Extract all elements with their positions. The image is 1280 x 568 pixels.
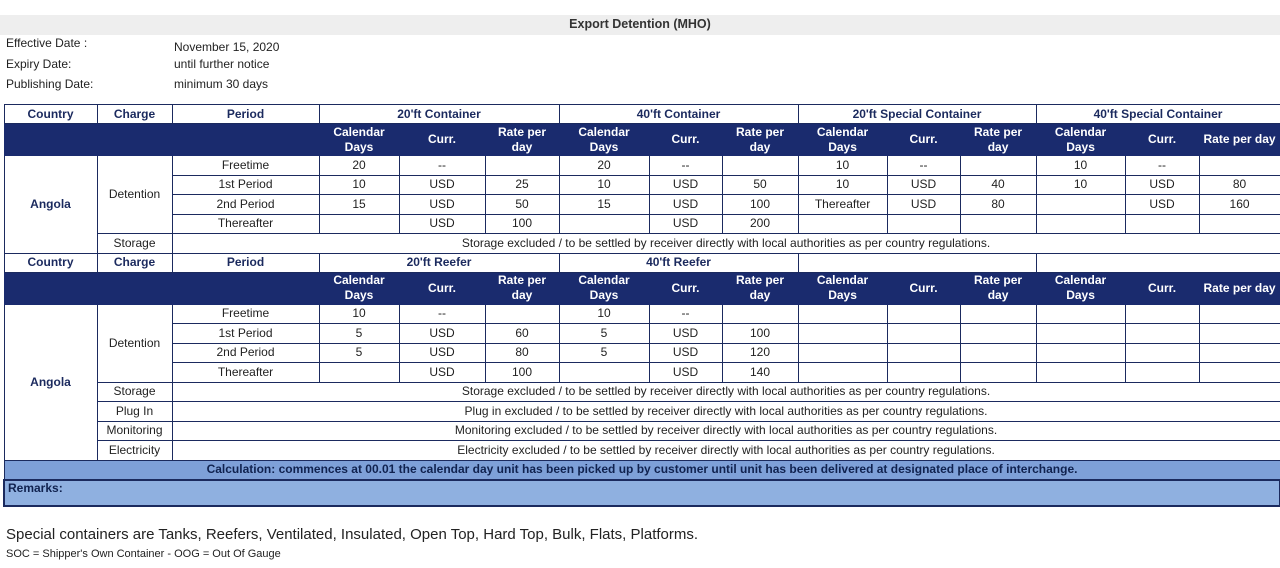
- table-row: [4, 156, 1280, 176]
- rate-per-day-header: Rate per day: [722, 272, 798, 304]
- currency-header: Curr.: [1125, 272, 1199, 304]
- rate-cell: 10: [1036, 175, 1125, 195]
- rate-cell: [798, 214, 887, 234]
- period-cell: 1st Period: [172, 324, 319, 344]
- rate-cell: 10: [319, 175, 399, 195]
- rate-cell: --: [399, 156, 485, 176]
- expiry-date-label: Expiry Date:: [6, 57, 72, 71]
- rate-per-day-header: Rate per day: [485, 272, 559, 304]
- rate-cell: 100: [722, 195, 798, 215]
- rate-cell: 10: [798, 175, 887, 195]
- rate-cell: [1125, 343, 1199, 363]
- calendar-days-header: Calendar Days: [1036, 272, 1125, 304]
- blank-header: [4, 272, 97, 304]
- rate-cell: USD: [887, 195, 960, 215]
- rate-cell: [722, 156, 798, 176]
- rate-cell: [1199, 363, 1280, 383]
- rate-cell: [1036, 214, 1125, 234]
- rate-cell: [1125, 324, 1199, 344]
- rate-cell: [887, 343, 960, 363]
- rate-cell: 25: [485, 175, 559, 195]
- rate-cell: 15: [559, 195, 649, 215]
- electricity-note-cell: Electricity excluded / to be settled by receiver directly with local authorities as per country regulations.: [172, 441, 1280, 461]
- rate-cell: [798, 363, 887, 383]
- rate-cell: [485, 156, 559, 176]
- table-body: [4, 105, 1280, 507]
- rate-cell: [1036, 324, 1125, 344]
- plug-in-note-cell: Plug in excluded / to be settled by receiver directly with local authorities as per country regulations.: [172, 402, 1280, 422]
- rate-cell: [1199, 343, 1280, 363]
- rate-per-day-header: Rate per day: [960, 124, 1036, 156]
- table-row: [4, 175, 1280, 195]
- rate-cell: [798, 343, 887, 363]
- table-row: [4, 234, 1280, 254]
- rate-cell: USD: [649, 324, 722, 344]
- rate-cell: USD: [399, 214, 485, 234]
- blank-header: [172, 272, 319, 304]
- plug-in-charge-cell: Plug In: [97, 402, 172, 422]
- publishing-date-label: Publishing Date:: [6, 77, 94, 91]
- table-row: [4, 441, 1280, 461]
- period-header: Period: [172, 253, 319, 272]
- rate-cell: 10: [559, 304, 649, 324]
- rate-cell: [960, 324, 1036, 344]
- currency-header: Curr.: [887, 272, 960, 304]
- group-header-row: [4, 253, 1280, 272]
- rate-cell: 5: [319, 324, 399, 344]
- period-cell: Freetime: [172, 156, 319, 176]
- rate-cell: 10: [559, 175, 649, 195]
- country-header: Country: [4, 253, 97, 272]
- rate-cell: 100: [485, 214, 559, 234]
- rate-cell: [1199, 214, 1280, 234]
- effective-date-label: Effective Date :: [6, 36, 88, 50]
- calendar-days-header: Calendar Days: [798, 124, 887, 156]
- table-row: [4, 402, 1280, 422]
- rate-cell: 200: [722, 214, 798, 234]
- rate-cell: [887, 304, 960, 324]
- table-row: [4, 343, 1280, 363]
- calendar-days-header: Calendar Days: [1036, 124, 1125, 156]
- rate-cell: USD: [649, 214, 722, 234]
- storage-charge-cell: Storage: [97, 382, 172, 402]
- table-row: [4, 214, 1280, 234]
- rate-cell: [960, 156, 1036, 176]
- rate-cell: [960, 304, 1036, 324]
- rate-cell: [722, 304, 798, 324]
- currency-header: Curr.: [649, 124, 722, 156]
- rate-cell: [1125, 214, 1199, 234]
- rate-cell: 5: [319, 343, 399, 363]
- blank-header: [97, 124, 172, 156]
- period-cell: Freetime: [172, 304, 319, 324]
- period-cell: 2nd Period: [172, 343, 319, 363]
- currency-header: Curr.: [399, 272, 485, 304]
- rate-cell: [960, 214, 1036, 234]
- storage-note-cell: Storage excluded / to be settled by receiver directly with local authorities as per country regulations.: [172, 382, 1280, 402]
- country-cell: Angola: [4, 156, 97, 254]
- calendar-days-header: Calendar Days: [319, 272, 399, 304]
- table-row: [4, 363, 1280, 383]
- container-group-header: [798, 253, 1036, 272]
- charge-header: Charge: [97, 253, 172, 272]
- column-header-row: [4, 124, 1280, 156]
- rate-cell: 15: [319, 195, 399, 215]
- abbreviations-note: SOC = Shipper's Own Container - OOG = Out Of Gauge: [6, 548, 281, 560]
- rate-cell: 10: [319, 304, 399, 324]
- special-containers-note: Special containers are Tanks, Reefers, Ventilated, Insulated, Open Top, Hard Top, Bulk, Flats, Platforms.: [6, 526, 699, 543]
- rate-cell: 20: [319, 156, 399, 176]
- container-group-header: 40'ft Special Container: [1036, 105, 1280, 124]
- blank-header: [4, 124, 97, 156]
- rate-cell: 50: [722, 175, 798, 195]
- container-group-header: 20'ft Reefer: [319, 253, 559, 272]
- monitoring-charge-cell: Monitoring: [97, 421, 172, 441]
- rate-cell: USD: [1125, 195, 1199, 215]
- rate-cell: 120: [722, 343, 798, 363]
- effective-date-value: November 15, 2020: [174, 40, 280, 54]
- rate-cell: [559, 214, 649, 234]
- expiry-date-value: until further notice: [174, 57, 270, 71]
- table-row: [4, 195, 1280, 215]
- rate-per-day-header: Rate per day: [722, 124, 798, 156]
- rate-cell: USD: [399, 343, 485, 363]
- rate-per-day-header: Rate per day: [485, 124, 559, 156]
- rate-cell: [1036, 304, 1125, 324]
- rate-cell: [887, 363, 960, 383]
- rate-cell: --: [887, 156, 960, 176]
- rate-cell: 80: [485, 343, 559, 363]
- rate-cell: USD: [649, 175, 722, 195]
- table-row: [4, 304, 1280, 324]
- calendar-days-header: Calendar Days: [559, 272, 649, 304]
- rate-cell: USD: [399, 363, 485, 383]
- rate-cell: [1199, 304, 1280, 324]
- charge-header: Charge: [97, 105, 172, 124]
- storage-note-cell: Storage excluded / to be settled by receiver directly with local authorities as per country regulations.: [172, 234, 1280, 254]
- currency-header: Curr.: [1125, 124, 1199, 156]
- rate-cell: [1125, 363, 1199, 383]
- rate-cell: [798, 324, 887, 344]
- rate-cell: 40: [960, 175, 1036, 195]
- calculation-row: [4, 460, 1280, 480]
- rate-cell: 80: [960, 195, 1036, 215]
- rate-cell: 5: [559, 324, 649, 344]
- rate-cell: [960, 363, 1036, 383]
- container-group-header: 20'ft Special Container: [798, 105, 1036, 124]
- rate-cell: USD: [887, 175, 960, 195]
- rate-cell: 10: [1036, 156, 1125, 176]
- rate-cell: [960, 343, 1036, 363]
- rate-cell: USD: [399, 324, 485, 344]
- rate-cell: --: [649, 304, 722, 324]
- rate-cell: 100: [722, 324, 798, 344]
- rate-cell: 140: [722, 363, 798, 383]
- rate-cell: 20: [559, 156, 649, 176]
- detention-charge-cell: Detention: [97, 156, 172, 234]
- electricity-charge-cell: Electricity: [97, 441, 172, 461]
- rate-cell: [1036, 195, 1125, 215]
- container-group-header: 40'ft Container: [559, 105, 798, 124]
- blank-header: [172, 124, 319, 156]
- rate-cell: --: [399, 304, 485, 324]
- country-cell: Angola: [4, 304, 97, 460]
- document-title: Export Detention (MHO): [0, 15, 1280, 35]
- container-group-header: 20'ft Container: [319, 105, 559, 124]
- rate-per-day-header: Rate per day: [1199, 272, 1280, 304]
- rate-cell: USD: [649, 343, 722, 363]
- rate-per-day-header: Rate per day: [960, 272, 1036, 304]
- period-cell: Thereafter: [172, 214, 319, 234]
- rate-cell: 10: [798, 156, 887, 176]
- period-cell: 1st Period: [172, 175, 319, 195]
- rate-cell: [1036, 363, 1125, 383]
- rate-per-day-header: Rate per day: [1199, 124, 1280, 156]
- rate-cell: 5: [559, 343, 649, 363]
- period-cell: Thereafter: [172, 363, 319, 383]
- column-header-row: [4, 272, 1280, 304]
- calendar-days-header: Calendar Days: [559, 124, 649, 156]
- publishing-date-value: minimum 30 days: [174, 77, 269, 91]
- table-row: [4, 421, 1280, 441]
- currency-header: Curr.: [887, 124, 960, 156]
- rate-cell: USD: [399, 195, 485, 215]
- rate-cell: 50: [485, 195, 559, 215]
- country-header: Country: [4, 105, 97, 124]
- rate-cell: [1125, 304, 1199, 324]
- container-group-header: [1036, 253, 1280, 272]
- remarks-label: Remarks:: [4, 480, 1280, 506]
- rate-cell: 80: [1199, 175, 1280, 195]
- currency-header: Curr.: [399, 124, 485, 156]
- table-row: [4, 382, 1280, 402]
- rate-cell: [887, 214, 960, 234]
- storage-charge-cell: Storage: [97, 234, 172, 254]
- period-cell: 2nd Period: [172, 195, 319, 215]
- rate-cell: [1036, 343, 1125, 363]
- rate-cell: 100: [485, 363, 559, 383]
- rate-cell: 160: [1199, 195, 1280, 215]
- calendar-days-header: Calendar Days: [319, 124, 399, 156]
- rate-cell: 60: [485, 324, 559, 344]
- container-group-header: 40'ft Reefer: [559, 253, 798, 272]
- rate-cell: [1199, 324, 1280, 344]
- calendar-days-header: Calendar Days: [798, 272, 887, 304]
- rate-cell: --: [1125, 156, 1199, 176]
- rate-cell: USD: [649, 195, 722, 215]
- rate-cell: [798, 304, 887, 324]
- detention-table: [3, 104, 1280, 507]
- currency-header: Curr.: [649, 272, 722, 304]
- blank-header: [97, 272, 172, 304]
- rate-cell: [485, 304, 559, 324]
- rate-cell: [319, 363, 399, 383]
- rate-cell: [559, 363, 649, 383]
- group-header-row: [4, 105, 1280, 124]
- table-row: [4, 324, 1280, 344]
- period-header: Period: [172, 105, 319, 124]
- calculation-note: Calculation: commences at 00.01 the calendar day unit has been picked up by customer until unit has been delivered at designated place of interchange.: [4, 460, 1280, 480]
- monitoring-note-cell: Monitoring excluded / to be settled by receiver directly with local authorities as per country regulations.: [172, 421, 1280, 441]
- rate-cell: USD: [1125, 175, 1199, 195]
- rate-cell: --: [649, 156, 722, 176]
- detention-charge-cell: Detention: [97, 304, 172, 382]
- rate-cell: USD: [399, 175, 485, 195]
- rate-cell: Thereafter: [798, 195, 887, 215]
- rate-cell: [319, 214, 399, 234]
- rate-cell: [1199, 156, 1280, 176]
- rate-cell: USD: [649, 363, 722, 383]
- remarks-row: [4, 480, 1280, 506]
- rate-cell: [887, 324, 960, 344]
